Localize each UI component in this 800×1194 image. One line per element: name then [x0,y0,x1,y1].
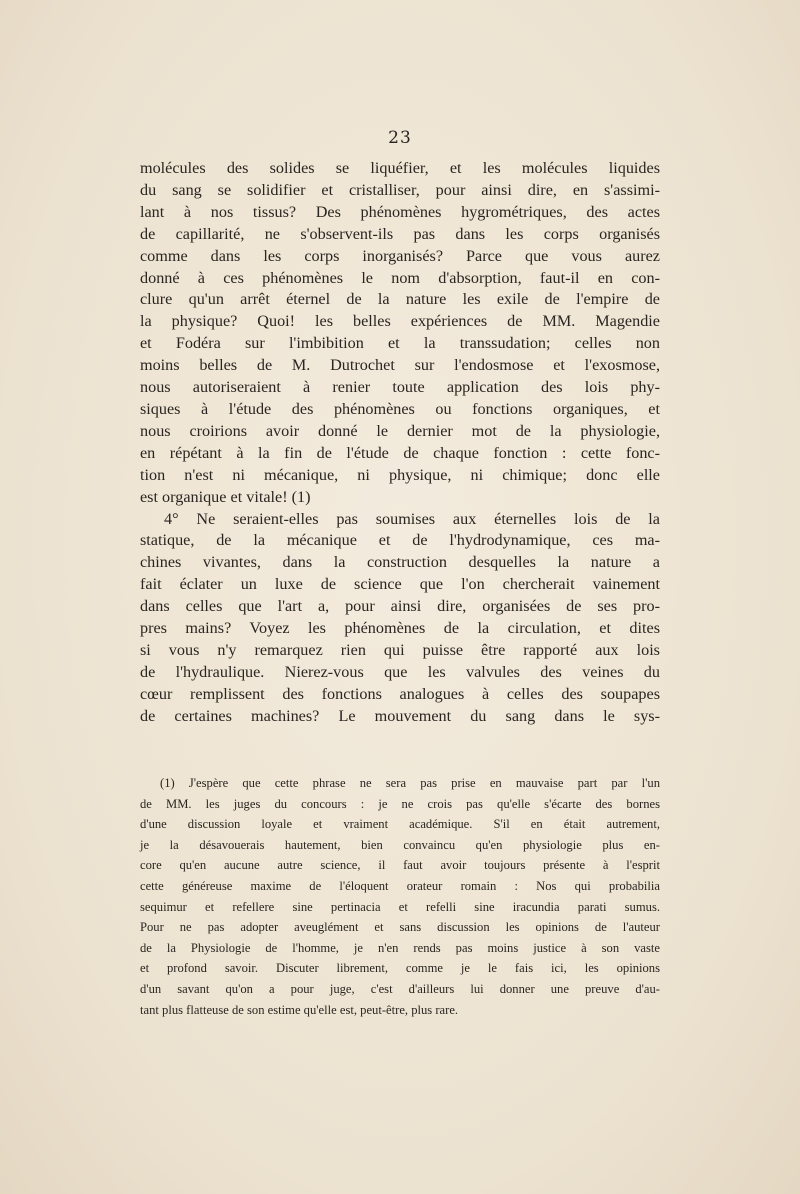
footnote-line: (1) J'espère que cette phrase ne sera pas prise en mauvaise part par l'un [160,776,660,790]
body-line: pres mains? Voyez les phénomènes de la circulation, et dites [140,619,660,638]
body-line: dans celles que l'art a, pour ainsi dire, organisées de ses pro- [140,597,660,616]
footnote-line: d'une discussion loyale et vraiment académique. S'il en était autrement, [140,817,660,832]
body-line: lant à nos tissus? Des phénomènes hygrométriques, des actes [140,202,660,221]
body-line: est organique et vitale! (1) [140,487,311,506]
body-line: nous croirions avoir donné le dernier mot de la physiologie, [140,421,660,440]
body-line: tion n'est ni mécanique, ni physique, ni chimique; donc elle [140,465,660,484]
body-line: clure qu'un arrêt éternel de la nature les exile de l'empire de [140,290,660,309]
body-line: moins belles de M. Dutrochet sur l'endosmose et l'exosmose, [140,356,660,375]
body-line: en répétant à la fin de l'étude de chaque fonction : cette fonc- [140,443,660,462]
body-line: molécules des solides se liquéfier, et les molécules liquides [140,159,660,177]
page-number: 23 [388,128,412,148]
footnote-line: tant plus flatteuse de son estime qu'elle est, peut-être, plus rare. [140,1002,459,1017]
body-line: du sang se solidifier et cristalliser, pour ainsi dire, en s'assimi- [140,180,660,199]
body-line: de l'hydraulique. Nierez-vous que les valvules des veines du [140,662,660,681]
body-line: donné à ces phénomènes le nom d'absorption, faut-il en con- [140,268,660,287]
body-line: de capillarité, ne s'observent-ils pas dans les corps organisés [140,224,660,243]
footnote-line: de MM. les juges du concours : je ne crois pas qu'elle s'écarte des bornes [140,796,660,811]
body-line: 4° Ne seraient-elles pas soumises aux éternelles lois de la [164,509,660,528]
body-line: siques à l'étude des phénomènes ou fonctions organiques, et [140,399,660,418]
body-line: nous autoriseraient à renier toute application des lois phy- [140,378,660,397]
body-line: la physique? Quoi! les belles expériences de MM. Magendie [140,312,660,331]
body-line: et Fodéra sur l'imbibition et la transsudation; celles non [140,334,660,353]
body-line: si vous n'y remarquez rien qui puisse être rapporté aux lois [140,640,660,659]
body-line: de certaines machines? Le mouvement du sang dans le sys- [140,706,660,725]
footnote-line: je la désavouerais hautement, bien convaincu qu'en physiologie plus en- [140,837,660,852]
footnote-line: core qu'en aucune autre science, il faut avoir toujours présente à l'esprit [140,858,660,873]
footnote-line: cette généreuse maxime de l'éloquent orateur romain : Nos qui probabilia [140,878,660,893]
footnote [140,773,660,1020]
body-line: chines vivantes, dans la construction desquelles la nature a [140,553,660,572]
body-text [140,158,660,728]
footnote-line: d'un savant qu'on a pour juge, c'est d'ailleurs lui donner une preuve d'au- [140,981,660,996]
footnote-line: de la Physiologie de l'homme, je n'en rends pas moins justice à son vaste [140,940,660,955]
footnote-line: et profond savoir. Discuter librement, comme je le fais ici, les opinions [140,961,660,976]
body-line: comme dans les corps inorganisés? Parce que vous aurez [140,246,660,265]
body-line: statique, de la mécanique et de l'hydrodynamique, ces ma- [140,531,660,550]
body-line: cœur remplissent des fonctions analogues à celles des soupapes [140,684,660,703]
footnote-line: Pour ne pas adopter aveuglément et sans discussion les opinions de l'auteur [140,920,660,935]
body-line: fait éclater un luxe de science que l'on chercherait vainement [140,575,660,594]
footnote-line: sequimur et refellere sine pertinacia et refelli sine iracundia parati sumus. [140,899,660,914]
